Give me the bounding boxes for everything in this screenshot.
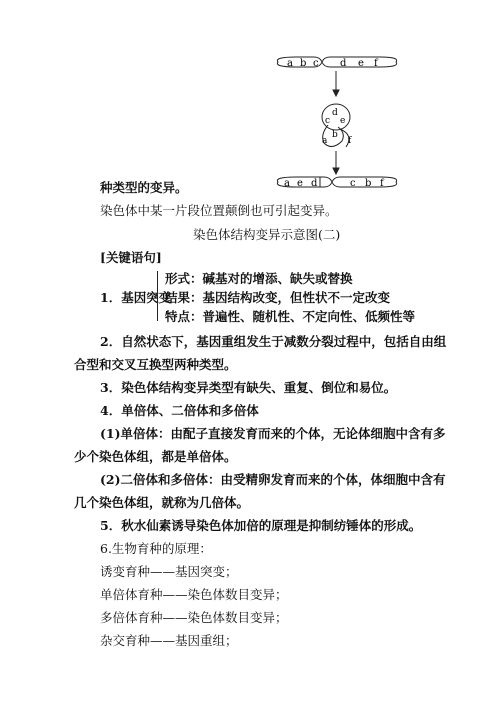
top-gene-2: c <box>313 58 319 69</box>
breed-hybrid: 杂交育种——基因重组； <box>100 633 238 648</box>
bottom-gene-4: b <box>365 178 372 189</box>
top-gene-1: b <box>300 58 307 69</box>
arrow-down-icon <box>333 151 339 174</box>
loop-gene-d: d <box>332 108 338 118</box>
item4-1-line2: 少个染色体组，都是单倍体。 <box>74 449 237 464</box>
item2-line1: 2．自然状态下，基因重组发生于减数分裂过程中，包括自由组 <box>100 334 447 349</box>
top-chromosome <box>277 57 396 67</box>
fragment-line: 种类型的变异。 <box>100 180 188 195</box>
item1-form: 形式：碱基对的增添、缺失或替换 <box>165 271 353 286</box>
inversion-note: 染色体中某一片段位置颠倒也可引起变异。 <box>100 203 338 218</box>
loop-gene-b: b <box>332 130 338 140</box>
item4: 4．单倍体、二倍体和多倍体 <box>100 403 259 418</box>
arrow-down-icon <box>333 71 339 96</box>
loop-gene-e: e <box>340 116 346 126</box>
item1-label: 1．基因突变 <box>100 290 172 305</box>
bottom-chromosome <box>277 177 396 187</box>
item4-1-line1: (1)单倍体：由配子直接发育而来的个体，无论体细胞中含有多 <box>100 426 446 441</box>
item1-feature: 特点：普遍性、随机性、不定向性、低频性等 <box>165 309 416 324</box>
item1-result: 结果：基因结构改变，但性状不一定改变 <box>165 290 391 305</box>
item4-2-line1: (2)二倍体和多倍体：由受精卵发育而来的个体，体细胞中含有 <box>100 472 446 487</box>
breed-polyploid: 多倍体育种——染色体数目变异； <box>100 610 288 625</box>
bottom-gene-3: c <box>350 178 356 189</box>
loop-gene-a: a <box>322 136 328 146</box>
top-gene-4: e <box>358 58 364 69</box>
breed-mutation: 诱变育种——基因突变； <box>100 564 238 579</box>
item4-2-line2: 几个染色体组，就称为几倍体。 <box>74 495 250 510</box>
top-gene-5: f <box>374 58 378 69</box>
item6: 6.生物育种的原理： <box>100 541 212 556</box>
top-gene-3: d <box>340 58 347 69</box>
top-gene-0: a <box>287 58 293 69</box>
chromosome-inversion-diagram <box>262 55 412 195</box>
key-sentences-heading: [关键语句] <box>100 250 162 265</box>
item2-line2: 合型和交叉互换型两种类型。 <box>74 357 237 372</box>
bottom-gene-1: e <box>297 178 303 189</box>
bottom-gene-5: f <box>380 178 384 189</box>
breed-haploid: 单倍体育种——染色体数目变异； <box>100 587 288 602</box>
loop-gene-c: c <box>325 116 331 126</box>
loop-gene-f: f <box>348 136 352 146</box>
item3: 3．染色体结构变异类型有缺失、重复、倒位和易位。 <box>100 380 397 395</box>
figure-caption: 染色体结构变异示意图(二) <box>193 227 341 242</box>
bottom-gene-2: d <box>311 178 318 189</box>
item5: 5．秋水仙素诱导染色体加倍的原理是抑制纺锤体的形成。 <box>100 518 422 533</box>
bottom-gene-0: a <box>284 178 290 189</box>
